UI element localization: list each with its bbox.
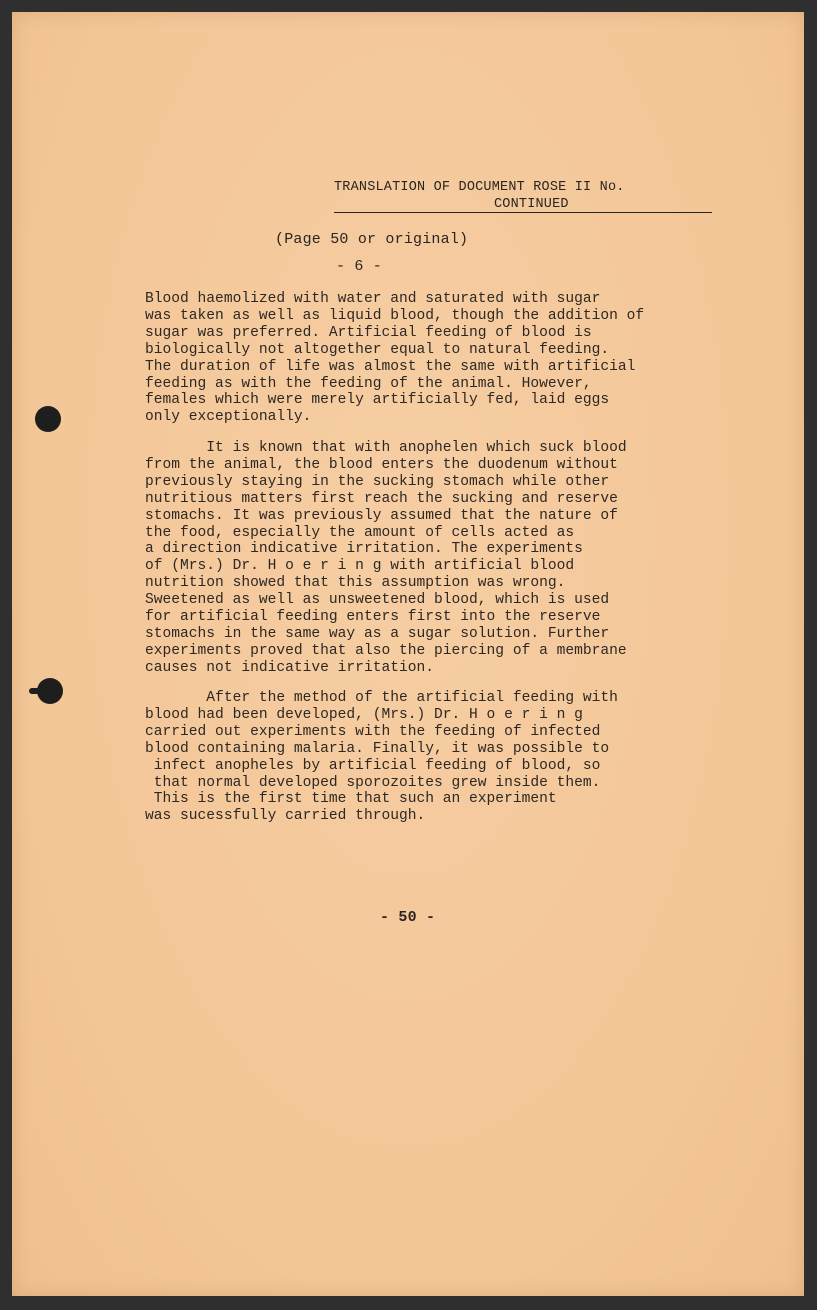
page-number: - 6 - bbox=[336, 258, 383, 275]
paragraph-1 bbox=[145, 291, 715, 426]
paragraph-line: was sucessfully carried through. bbox=[145, 808, 426, 825]
paragraph-line: was taken as well as liquid blood, though the addition of bbox=[145, 307, 645, 324]
paragraph-line: nutrition showed that this assumption was wrong. bbox=[145, 575, 566, 592]
paragraph-line: carried out experiments with the feeding of infected bbox=[145, 723, 601, 740]
paragraph-line: stomachs. It was previously assumed that the nature of bbox=[145, 507, 618, 524]
paragraph-line: the food, especially the amount of cells acted as bbox=[145, 524, 575, 541]
paragraph-line: only exceptionally. bbox=[145, 409, 312, 426]
paragraph-line: It is known that with anophelen which suck blood bbox=[145, 440, 627, 456]
heading-underline bbox=[334, 212, 712, 213]
paragraph-line: biologically not altogether equal to natural feeding. bbox=[145, 341, 610, 358]
paragraph-line: infect anopheles by artificial feeding of blood, so bbox=[145, 757, 601, 774]
paragraph-line: for artificial feeding enters first into the reserve bbox=[145, 609, 601, 626]
paragraph-line: from the animal, the blood enters the duodenum without bbox=[145, 456, 618, 473]
paragraph-line: nutritious matters first reach the sucking and reserve bbox=[145, 490, 618, 507]
paragraph-line: of (Mrs.) Dr. H o e r i n g with artificial blood bbox=[145, 558, 575, 575]
paragraph-3 bbox=[145, 690, 715, 825]
paragraph-line: that normal developed sporozoites grew inside them. bbox=[145, 774, 601, 791]
punch-hole-lower bbox=[37, 678, 63, 704]
paragraph-line: causes not indicative irritation. bbox=[145, 659, 435, 676]
paragraph-line: sugar was preferred. Artificial feeding of blood is bbox=[145, 324, 592, 341]
paragraph-line: stomachs in the same way as a sugar solution. Further bbox=[145, 625, 610, 642]
paragraph-line: Sweetened as well as unsweetened blood, which is used bbox=[145, 592, 610, 609]
paragraph-line: females which were merely artificially fed, laid eggs bbox=[145, 392, 610, 409]
paragraph-line: This is the first time that such an experiment bbox=[145, 791, 557, 808]
paragraph-line: Blood haemolized with water and saturated with sugar bbox=[145, 291, 601, 307]
paragraph-line: blood had been developed, (Mrs.) Dr. H o e r i n g bbox=[145, 706, 583, 723]
document-heading: TRANSLATION OF DOCUMENT ROSE II No. bbox=[334, 180, 625, 195]
document-heading-continued: CONTINUED bbox=[494, 197, 569, 212]
paragraph-line: experiments proved that also the piercing of a membrane bbox=[145, 642, 627, 659]
punch-hole-upper bbox=[35, 406, 61, 432]
paragraph-line: feeding as with the feeding of the animal. However, bbox=[145, 375, 592, 392]
paragraph-line: a direction indicative irritation. The experiments bbox=[145, 541, 583, 558]
footer-page-number: - 50 - bbox=[380, 909, 436, 926]
paragraph-line: After the method of the artificial feeding with bbox=[145, 690, 618, 706]
paragraph-line: The duration of life was almost the same with artificial bbox=[145, 358, 636, 375]
paragraph-line: previously staying in the sucking stomach while other bbox=[145, 473, 610, 490]
paragraph-line: blood containing malaria. Finally, it was possible to bbox=[145, 740, 610, 757]
page-reference: (Page 50 or original) bbox=[275, 231, 469, 248]
paragraph-2 bbox=[145, 440, 715, 677]
